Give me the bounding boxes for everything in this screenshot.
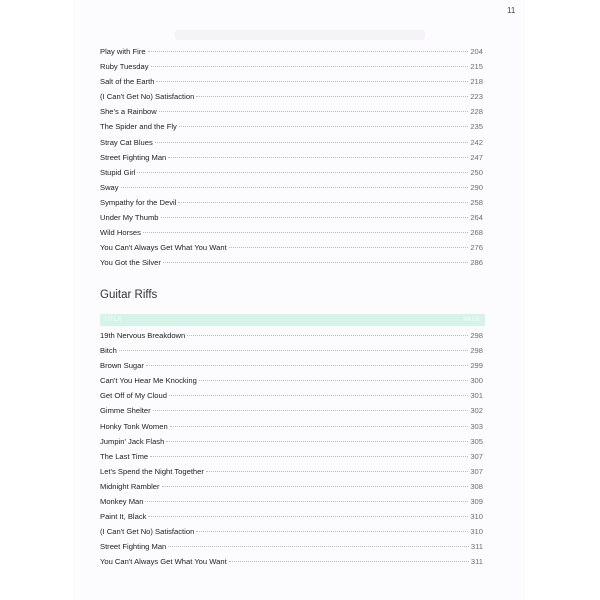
toc-entry	[100, 228, 483, 243]
songs-toc-list	[100, 47, 483, 273]
toc-entry-title: Under My Thumb	[100, 213, 159, 223]
toc-entry-page: 242	[470, 137, 483, 147]
toc-entry-title: (I Can't Get No) Satisfaction	[100, 527, 195, 537]
toc-entry	[100, 422, 483, 437]
toc-entry	[100, 258, 483, 273]
dot-leader	[168, 546, 469, 547]
toc-entry-page: 276	[470, 243, 483, 253]
toc-entry-title: Monkey Man	[100, 497, 144, 507]
toc-entry	[100, 391, 483, 406]
toc-entry-page: 307	[470, 466, 483, 476]
toc-entry	[100, 437, 483, 452]
toc-entry-page: 302	[470, 406, 483, 416]
toc-entry	[100, 361, 483, 376]
toc-entry-page: 305	[470, 436, 483, 446]
toc-entry-page: 247	[470, 152, 483, 162]
toc-entry	[100, 122, 483, 137]
dot-leader	[178, 202, 468, 203]
toc-entry	[100, 138, 483, 153]
toc-entry-page: 250	[470, 167, 483, 177]
toc-entry	[100, 452, 483, 467]
dot-leader	[196, 96, 468, 97]
toc-entry-page: 264	[470, 213, 483, 223]
toc-entry-title: Brown Sugar	[100, 361, 144, 371]
toc-entry	[100, 542, 483, 557]
toc-entry-page: 303	[470, 421, 483, 431]
dot-leader	[229, 561, 469, 562]
toc-entry-page: 307	[470, 451, 483, 461]
toc-entry-title: Jumpin' Jack Flash	[100, 436, 165, 446]
toc-entry-page: 223	[470, 92, 483, 102]
toc-entry-page: 308	[470, 481, 483, 491]
toc-entry	[100, 243, 483, 258]
toc-entry-page: 311	[470, 542, 483, 552]
toc-entry	[100, 77, 483, 92]
toc-entry	[100, 331, 483, 346]
toc-entry-title: Street Fighting Man	[100, 542, 167, 552]
dot-leader	[151, 66, 469, 67]
column-header-bar	[100, 314, 485, 326]
toc-entry-title: You Got the Silver	[100, 258, 161, 268]
dot-leader	[187, 335, 468, 336]
dot-leader	[156, 81, 468, 82]
dot-leader	[199, 380, 468, 381]
toc-entry-page: 235	[470, 122, 483, 132]
toc-entry	[100, 376, 483, 391]
toc-entry-title: Honky Tonk Women	[100, 421, 168, 431]
section-heading-guitar-riffs: Guitar Riffs	[100, 289, 158, 301]
toc-entry-title: Let's Spend the Night Together	[100, 466, 204, 476]
dot-leader	[145, 501, 468, 502]
dot-leader	[159, 111, 469, 112]
dot-leader	[155, 142, 469, 143]
toc-entry	[100, 512, 483, 527]
toc-entry-page: 309	[470, 497, 483, 507]
toc-entry-page: 204	[470, 47, 483, 56]
toc-entry-page: 310	[470, 512, 483, 522]
toc-entry-page: 301	[470, 391, 483, 401]
toc-entry-title: Gimme Shelter	[100, 406, 151, 416]
dot-leader	[148, 516, 468, 517]
toc-entry-title: Play with Fire	[100, 47, 146, 56]
dot-leader	[168, 157, 468, 158]
toc-entry	[100, 62, 483, 77]
toc-entry-title: You Can't Always Get What You Want	[100, 243, 227, 253]
toc-entry-page: 258	[470, 197, 483, 207]
toc-entry	[100, 168, 483, 183]
column-header-page: PAGE	[463, 317, 481, 323]
toc-entry	[100, 183, 483, 198]
toc-entry	[100, 467, 483, 482]
column-header-title: TITLE	[104, 317, 123, 323]
toc-entry-title: Street Fighting Man	[100, 152, 167, 162]
dot-leader	[170, 426, 469, 427]
toc-entry	[100, 482, 483, 497]
toc-entry	[100, 92, 483, 107]
dot-leader	[179, 126, 469, 127]
toc-entry-page: 268	[470, 228, 483, 238]
toc-entry-page: 299	[470, 361, 483, 371]
bleed-through-artifact	[175, 30, 425, 40]
toc-entry-title: Sway	[100, 182, 119, 192]
toc-entry	[100, 346, 483, 361]
toc-entry-title: The Last Time	[100, 451, 149, 461]
toc-entry-page: 311	[470, 557, 483, 567]
toc-entry	[100, 198, 483, 213]
dot-leader	[148, 51, 469, 52]
toc-entry-page: 310	[470, 527, 483, 537]
dot-leader	[119, 350, 468, 351]
toc-entry-page: 215	[470, 62, 483, 72]
dot-leader	[163, 262, 468, 263]
toc-entry-title: Salt of the Earth	[100, 77, 155, 87]
toc-entry	[100, 153, 483, 168]
toc-entry-page: 228	[470, 107, 483, 117]
toc-entry-page: 218	[470, 77, 483, 87]
dot-leader	[150, 456, 468, 457]
toc-entry-title: She's a Rainbow	[100, 107, 157, 117]
dot-leader	[169, 395, 468, 396]
dot-leader	[137, 172, 468, 173]
toc-entry	[100, 213, 483, 228]
toc-entry-title: Stray Cat Blues	[100, 137, 153, 147]
toc-entry	[100, 497, 483, 512]
toc-entry-title: Midnight Rambler	[100, 481, 160, 491]
dot-leader	[161, 217, 469, 218]
guitar-riffs-toc-list	[100, 331, 483, 573]
toc-entry	[100, 47, 483, 62]
dot-leader	[229, 247, 469, 248]
toc-entry-page: 290	[470, 182, 483, 192]
dot-leader	[166, 441, 468, 442]
toc-entry-title: Ruby Tuesday	[100, 62, 149, 72]
toc-entry-title: 19th Nervous Breakdown	[100, 331, 186, 340]
dot-leader	[153, 410, 469, 411]
toc-entry	[100, 107, 483, 122]
toc-entry-title: Paint It, Black	[100, 512, 147, 522]
dot-leader	[121, 187, 469, 188]
toc-entry	[100, 557, 483, 572]
toc-entry-title: Sympathy for the Devil	[100, 197, 177, 207]
toc-entry-page: 298	[470, 331, 483, 340]
toc-entry-title: Wild Horses	[100, 228, 141, 238]
toc-entry-title: (I Can't Get No) Satisfaction	[100, 92, 195, 102]
dot-leader	[162, 486, 469, 487]
page-number: 11	[507, 6, 516, 15]
dot-leader	[206, 471, 468, 472]
toc-entry-title: Stupid Girl	[100, 167, 136, 177]
dot-leader	[146, 365, 468, 366]
toc-entry-title: Can't You Hear Me Knocking	[100, 376, 197, 386]
toc-entry-title: Get Off of My Cloud	[100, 391, 167, 401]
toc-entry-title: The Spider and the Fly	[100, 122, 177, 132]
dot-leader	[143, 232, 468, 233]
toc-entry	[100, 406, 483, 421]
toc-entry-page: 286	[470, 258, 483, 268]
toc-entry	[100, 527, 483, 542]
toc-entry-page: 298	[470, 346, 483, 356]
toc-entry-title: Bitch	[100, 346, 117, 356]
toc-entry-title: You Can't Always Get What You Want	[100, 557, 227, 567]
toc-entry-page: 300	[470, 376, 483, 386]
dot-leader	[196, 531, 468, 532]
